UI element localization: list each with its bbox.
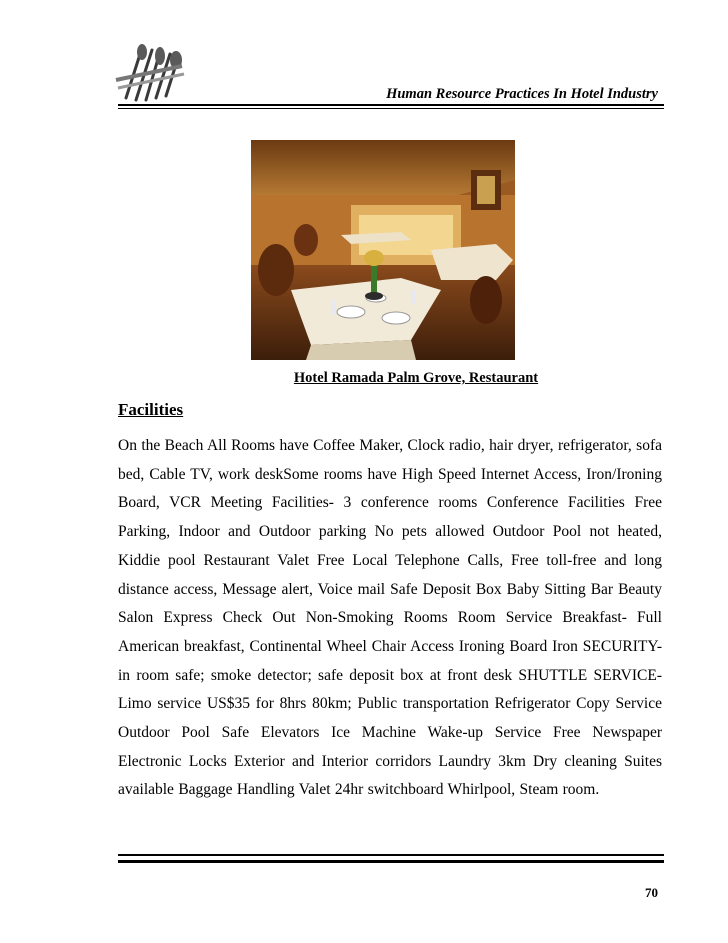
cutlery-logo-icon bbox=[112, 42, 190, 104]
figure-caption-text: Hotel Ramada Palm Grove, Restaurant bbox=[293, 370, 539, 386]
footer-rule bbox=[118, 854, 664, 856]
page-number: 70 bbox=[645, 885, 658, 900]
footer-rule-thick bbox=[118, 860, 664, 863]
section-heading: Facilities bbox=[118, 400, 184, 419]
header-rule-thin bbox=[118, 108, 664, 109]
body-paragraph: On the Beach All Rooms have Coffee Maker, Clock radio, hair dryer, refrigerator, sofa bed, Cable TV, work deskSome rooms have High Speed Internet Access, Iron/Ironing Board, VCR Meeting Facilities- 3 conference rooms Conference Facilities Free Parking, Indoor and Outdoor parking No pets allowed Outdoor Pool not heated, Kiddie pool Restaurant Valet Free Local Telephone Calls, Free toll-free and long distance access, Message alert, Voice mail Safe Deposit Box Baby Sitting Bar Beauty Salon Express Check Out Non-Smoking Rooms Room Service Breakfast- Full American breakfast, Continental Wheel Chair Access Ironing Board Iron SECURITY- in room safe; smoke detector; safe deposit box at front desk SHUTTLE SERVICE- Limo service US$35 for 8hrs 80km; Public transportation Refrigerator Copy Service Outdoor Pool Safe Elevators Ice Machine Wake-up Service Free Newspaper Electronic Locks Exterior and Interior corridors Laundry 3km Dry cleaning Suites available Baggage Handling Valet 24hr switchboard Whirlpool, Steam room. bbox=[118, 437, 662, 799]
header-title: Human Resource Practices In Hotel Industry bbox=[386, 86, 658, 102]
figure-caption bbox=[118, 370, 664, 387]
header-rule bbox=[118, 104, 664, 106]
restaurant-photo bbox=[251, 140, 515, 360]
